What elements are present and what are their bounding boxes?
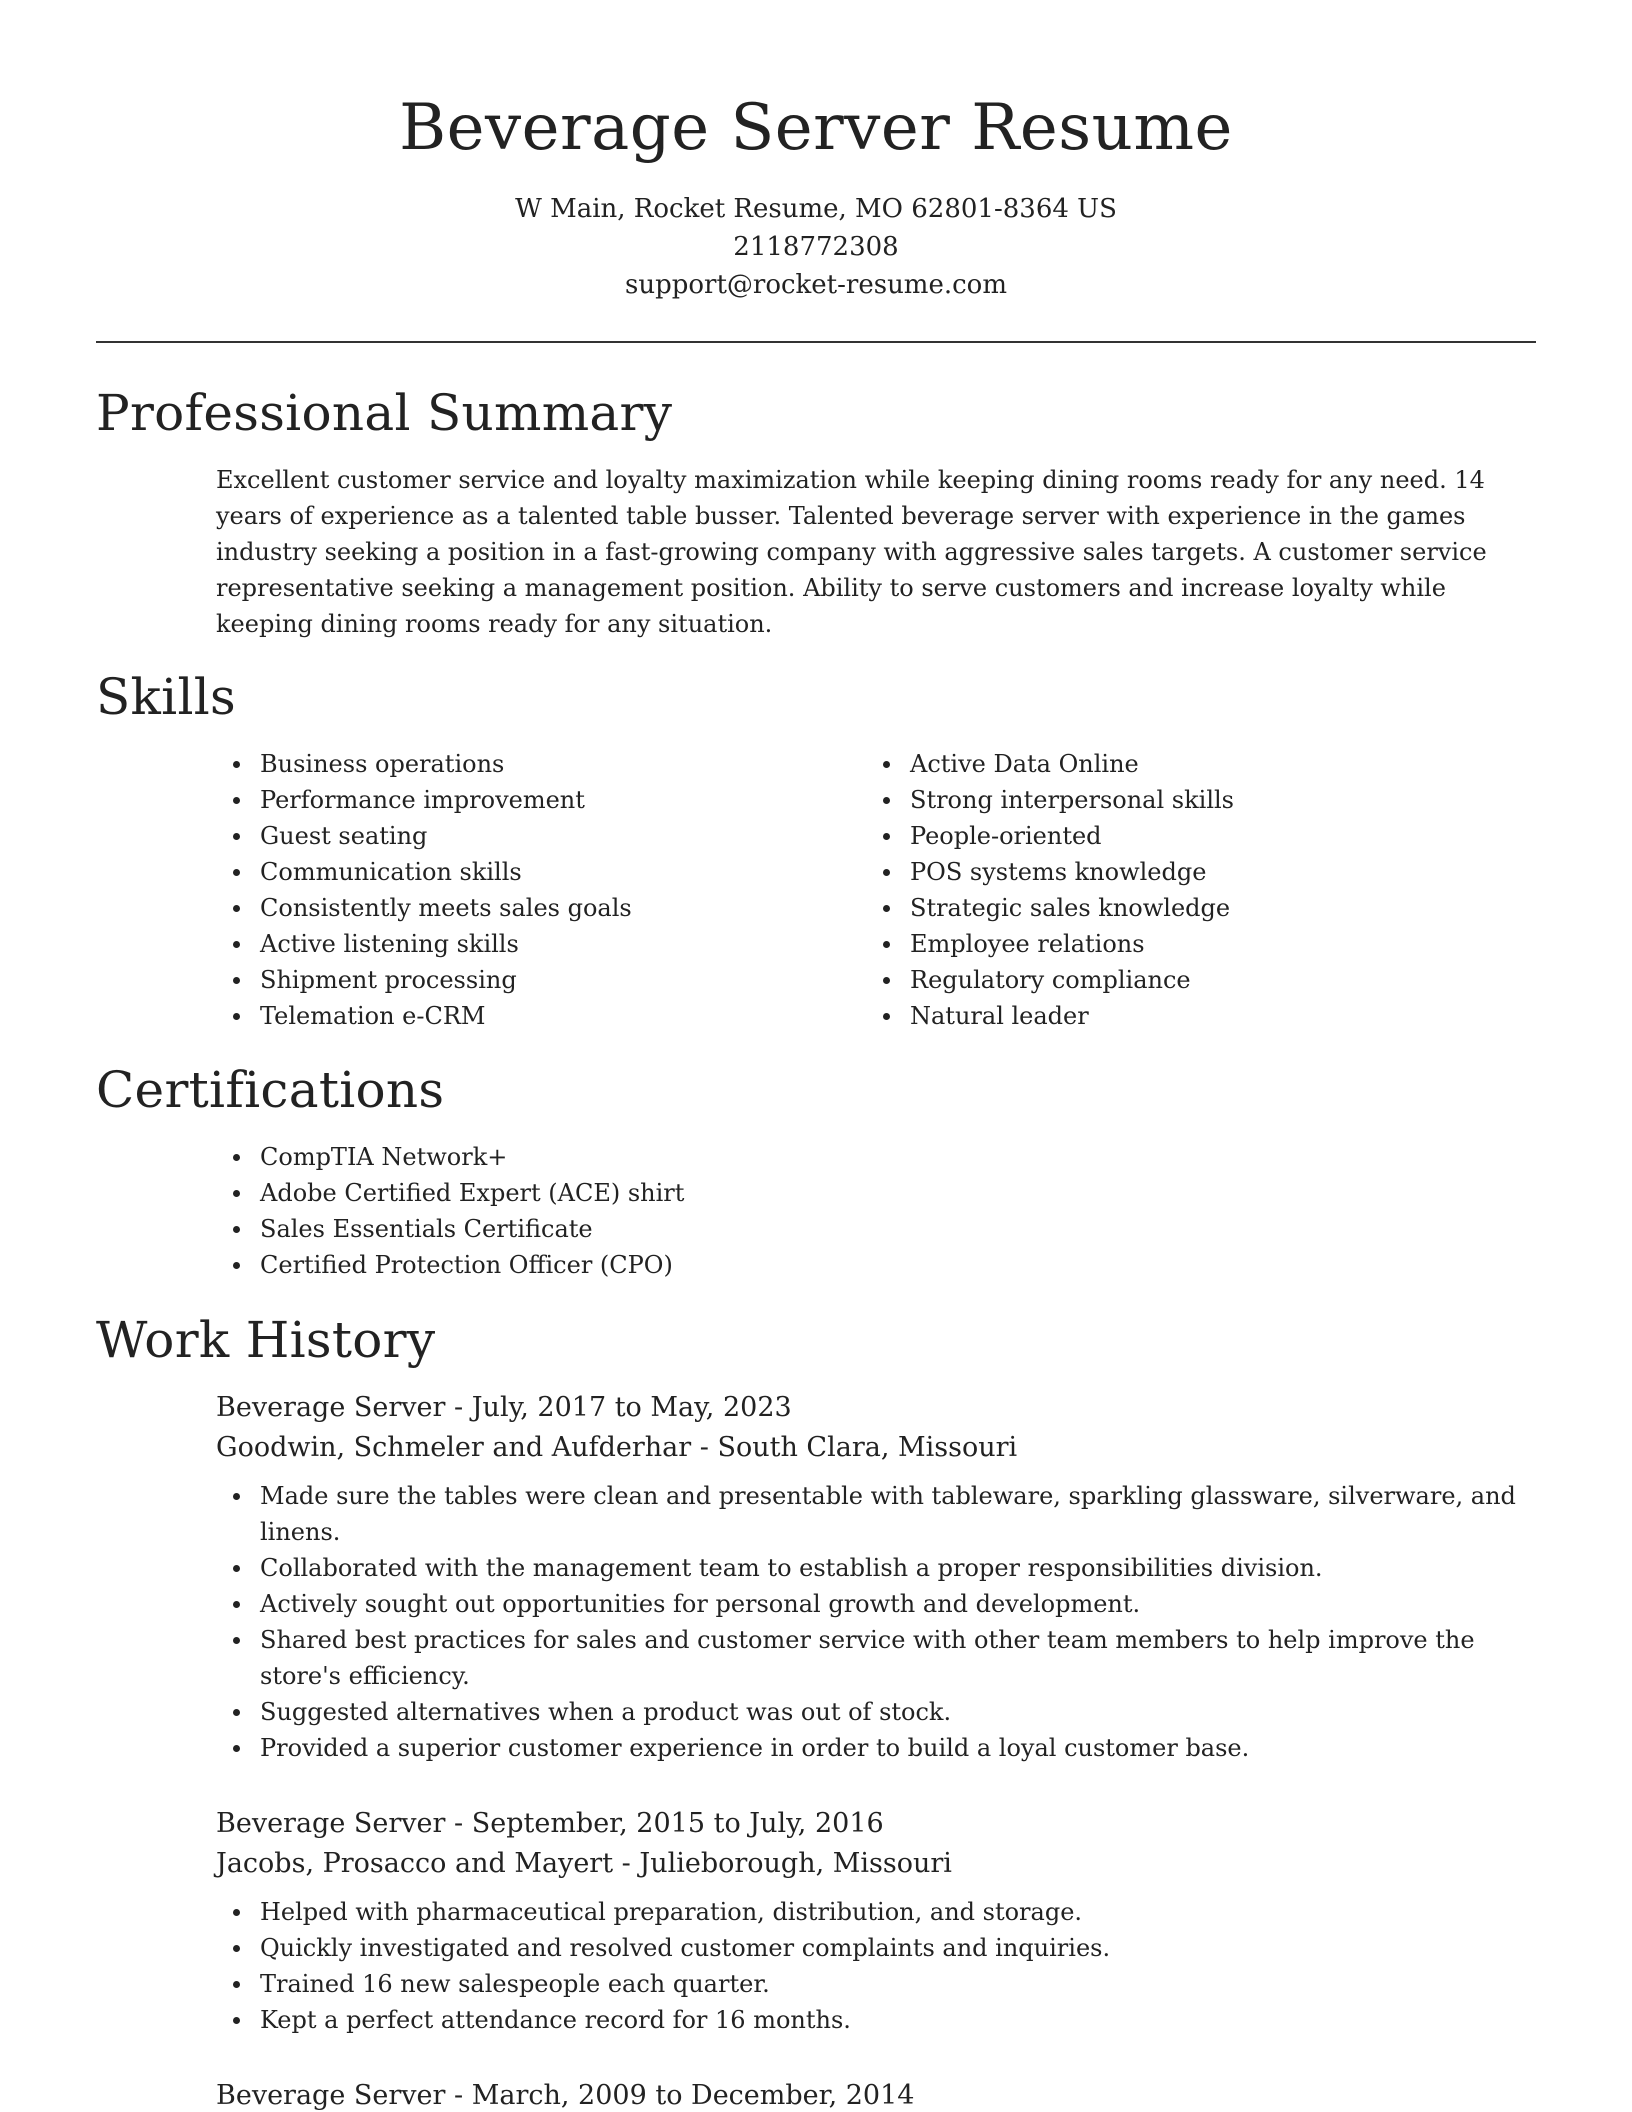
certification-item: CompTIA Network+ <box>216 1139 1536 1175</box>
certification-item: Certified Protection Officer (CPO) <box>216 1247 1536 1283</box>
skill-item: Shipment processing <box>216 962 856 998</box>
job-company-line <box>216 1844 1536 1884</box>
job-duty: Suggested alternatives when a product was out of stock. <box>216 1694 1536 1730</box>
job-duties-list <box>216 1894 1536 2038</box>
contact-address: W Main, Rocket Resume, MO 62801-8364 US <box>515 194 1117 224</box>
certifications-list <box>216 1139 1536 1283</box>
certifications-heading: Certifications <box>96 1061 445 1119</box>
job-duty: Trained 16 new salespeople each quarter. <box>216 1966 1536 2002</box>
skill-item: Regulatory compliance <box>866 962 1506 998</box>
job-company: Jacobs, Prosacco and Mayert <box>216 1848 614 1879</box>
certifications-block <box>216 1139 1536 1283</box>
job-title-line <box>216 1804 1536 1844</box>
skill-item: Communication skills <box>216 854 856 890</box>
job-duty: Helped with pharmaceutical preparation, distribution, and storage. <box>216 1894 1536 1930</box>
header-divider <box>96 341 1536 343</box>
summary-text: Excellent customer service and loyalty maximization while keeping dining rooms ready for any need. 14 years of experience as a talented table busser. Talented beverage server with experience in the games industry seeking a position in a fast-growing company with aggressive sales targets. A customer service representative seeking a management position. Ability to serve customers and increase loyalty while keeping dining rooms ready for any situation. <box>216 466 1487 638</box>
job-entry-3 <box>216 2076 1536 2112</box>
resume-header <box>0 0 1632 304</box>
job-duty: Provided a superior customer experience in order to build a loyal customer base. <box>216 1730 1536 1766</box>
job-separator: - <box>454 1392 472 1423</box>
skills-list-right <box>866 746 1506 1034</box>
job-duty: Actively sought out opportunities for personal growth and development. <box>216 1586 1536 1622</box>
job-company-line <box>216 1428 1536 1468</box>
job-duty: Quickly investigated and resolved customer complaints and inquiries. <box>216 1930 1536 1966</box>
skill-item: POS systems knowledge <box>866 854 1506 890</box>
job-duty: Kept a perfect attendance record for 16 months. <box>216 2002 1536 2038</box>
job-location: South Clara, Missouri <box>717 1432 1018 1463</box>
contact-phone: 2118772308 <box>733 232 899 262</box>
job-title-line <box>216 1388 1536 1428</box>
job-position: Beverage Server <box>216 1392 446 1423</box>
job-position: Beverage Server <box>216 2080 446 2111</box>
skill-item: Natural leader <box>866 998 1506 1034</box>
summary-heading: Professional Summary <box>96 384 673 442</box>
job-entry-1 <box>216 1388 1536 1766</box>
job-dates: September, 2015 to July, 2016 <box>471 1808 884 1839</box>
skill-item: Strategic sales knowledge <box>866 890 1506 926</box>
resume-name: Beverage Server Resume <box>399 91 1233 165</box>
certification-item: Sales Essentials Certificate <box>216 1211 1536 1247</box>
job-duty: Made sure the tables were clean and presentable with tableware, sparkling glassware, silverware, and linens. <box>216 1478 1536 1550</box>
certification-item: Adobe Certified Expert (ACE) shirt <box>216 1175 1536 1211</box>
skill-item: People-oriented <box>866 818 1506 854</box>
skill-item: Telemation e-CRM <box>216 998 856 1034</box>
skills-column-left <box>216 746 856 1034</box>
job-separator: - <box>454 1808 472 1839</box>
skill-item: Employee relations <box>866 926 1506 962</box>
job-location: Julieborough, Missouri <box>639 1848 952 1879</box>
skill-item: Active listening skills <box>216 926 856 962</box>
job-separator: - <box>454 2080 472 2111</box>
job-duty: Shared best practices for sales and customer service with other team members to help improve the store's efficiency. <box>216 1622 1536 1694</box>
skills-list-left <box>216 746 856 1034</box>
work-history-heading: Work History <box>96 1311 436 1369</box>
skill-item: Active Data Online <box>866 746 1506 782</box>
contact-info <box>0 190 1632 304</box>
skill-item: Consistently meets sales goals <box>216 890 856 926</box>
job-separator: - <box>699 1432 718 1463</box>
job-company: Goodwin, Schmeler and Aufderhar <box>216 1432 692 1463</box>
skill-item: Performance improvement <box>216 782 856 818</box>
job-position: Beverage Server <box>216 1808 446 1839</box>
job-entry-2 <box>216 1804 1536 2038</box>
skill-item: Strong interpersonal skills <box>866 782 1506 818</box>
job-dates: July, 2017 to May, 2023 <box>471 1392 792 1423</box>
skill-item: Business operations <box>216 746 856 782</box>
job-dates: March, 2009 to December, 2014 <box>471 2080 915 2111</box>
job-duty: Collaborated with the management team to establish a proper responsibilities division. <box>216 1550 1536 1586</box>
contact-email: support@rocket-resume.com <box>624 270 1007 300</box>
skills-heading: Skills <box>96 668 236 726</box>
job-duties-list <box>216 1478 1536 1766</box>
job-title-line <box>216 2076 1536 2112</box>
job-separator: - <box>621 1848 640 1879</box>
skills-column-right <box>866 746 1506 1034</box>
skill-item: Guest seating <box>216 818 856 854</box>
